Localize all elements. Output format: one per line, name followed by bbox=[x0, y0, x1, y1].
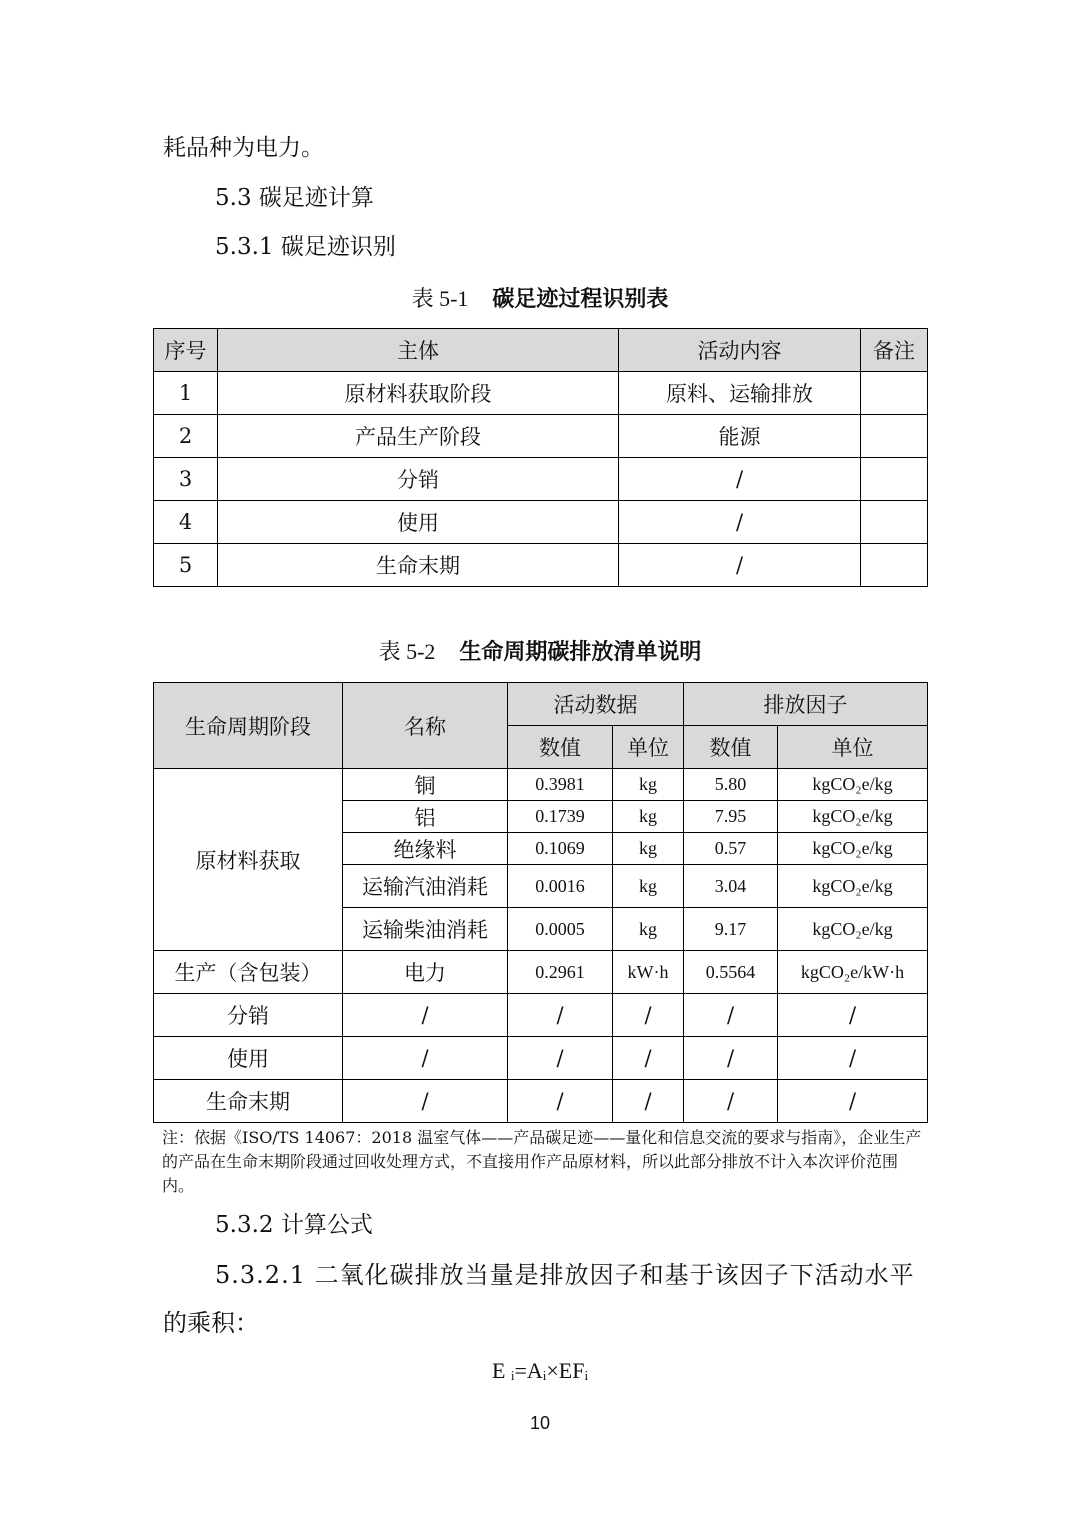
table2-header-row bbox=[154, 683, 928, 726]
table2-cell: 0.1069 bbox=[508, 833, 613, 865]
table1-cell: 原料、运输排放 bbox=[619, 372, 861, 415]
text-line-continuation: 耗品种为电力。 bbox=[163, 135, 324, 161]
table1-caption-number: 表 5-1 bbox=[411, 286, 469, 311]
table2-cell: 0.1739 bbox=[508, 801, 613, 833]
table2-cell: / bbox=[684, 994, 778, 1037]
table1-row bbox=[154, 544, 928, 587]
table2-cell: 运输柴油消耗 bbox=[343, 908, 508, 951]
table2-cell: kgCO₂e/kg bbox=[778, 865, 928, 908]
table2-cell: 0.57 bbox=[684, 833, 778, 865]
table2-header-name: 名称 bbox=[343, 683, 508, 769]
table1-cell: / bbox=[619, 501, 861, 544]
table2-cell: kgCO₂e/kg bbox=[778, 801, 928, 833]
table2-cell: / bbox=[343, 1080, 508, 1123]
table2-row bbox=[154, 994, 928, 1037]
paragraph-line-2: 的乘积： bbox=[163, 1309, 259, 1337]
table2-cell: / bbox=[778, 1080, 928, 1123]
table1-cell bbox=[861, 501, 928, 544]
table2-cell: / bbox=[613, 1080, 684, 1123]
table2-cell: 7.95 bbox=[684, 801, 778, 833]
table2-caption-title: 生命周期碳排放清单说明 bbox=[459, 640, 702, 665]
table2-cell: 0.3981 bbox=[508, 769, 613, 801]
table1-header-cell: 主体 bbox=[218, 329, 619, 372]
table1-header-row bbox=[154, 329, 928, 372]
table2-cell: 绝缘料 bbox=[343, 833, 508, 865]
table1-caption-title: 碳足迹过程识别表 bbox=[492, 287, 669, 312]
table2-header-unit: 单位 bbox=[613, 726, 684, 769]
table1-cell: 产品生产阶段 bbox=[218, 415, 619, 458]
table1-cell: / bbox=[619, 458, 861, 501]
section-heading-5-3-1: 5.3.1 碳足迹识别 bbox=[215, 234, 396, 260]
table1-cell: 5 bbox=[154, 544, 218, 587]
table2-cell: 0.2961 bbox=[508, 951, 613, 994]
table2-cell: / bbox=[778, 1037, 928, 1080]
table1-row bbox=[154, 415, 928, 458]
table2-cell: / bbox=[508, 1037, 613, 1080]
table2-cell: 9.17 bbox=[684, 908, 778, 951]
table1 bbox=[153, 328, 928, 587]
table2-cell: 5.80 bbox=[684, 769, 778, 801]
table2-stage-cell: 使用 bbox=[154, 1037, 343, 1080]
table2-cell: kgCO₂e/kg bbox=[778, 833, 928, 865]
table2-row bbox=[154, 1080, 928, 1123]
table1-cell: 原材料获取阶段 bbox=[218, 372, 619, 415]
table1-row bbox=[154, 372, 928, 415]
paragraph-line-1: 5.3.2.1 二氧化碳排放当量是排放因子和基于该因子下活动水平 bbox=[215, 1261, 915, 1289]
table2-cell: / bbox=[343, 994, 508, 1037]
table2-cell: kgCO₂e/kW·h bbox=[778, 951, 928, 994]
table2 bbox=[153, 682, 928, 1123]
table2-stage-cell: 生命末期 bbox=[154, 1080, 343, 1123]
table2-cell: 运输汽油消耗 bbox=[343, 865, 508, 908]
page-number: 10 bbox=[529, 1413, 551, 1433]
table2-cell: kg bbox=[613, 908, 684, 951]
table1-caption bbox=[0, 282, 1080, 313]
table1-cell bbox=[861, 458, 928, 501]
table1-cell: 3 bbox=[154, 458, 218, 501]
table2-cell: kg bbox=[613, 865, 684, 908]
table2-caption bbox=[0, 635, 1080, 666]
table2-header-unit: 单位 bbox=[778, 726, 928, 769]
table2-header-value: 数值 bbox=[684, 726, 778, 769]
table1-cell: 4 bbox=[154, 501, 218, 544]
table2-header-value: 数值 bbox=[508, 726, 613, 769]
table2-cell: kW·h bbox=[613, 951, 684, 994]
table2-cell: / bbox=[684, 1037, 778, 1080]
table2-cell: 0.0016 bbox=[508, 865, 613, 908]
table1-cell: 使用 bbox=[218, 501, 619, 544]
table1-cell: 分销 bbox=[218, 458, 619, 501]
table2-cell: kg bbox=[613, 769, 684, 801]
table2-header-stage: 生命周期阶段 bbox=[154, 683, 343, 769]
section-heading-5-3-2: 5.3.2 计算公式 bbox=[215, 1212, 373, 1238]
table2-cell: / bbox=[684, 1080, 778, 1123]
table2-stage-cell: 原材料获取 bbox=[154, 769, 343, 951]
table1-header-cell: 活动内容 bbox=[619, 329, 861, 372]
table2-cell: kgCO₂e/kg bbox=[778, 769, 928, 801]
formula: E ᵢ=Aᵢ×EFᵢ bbox=[491, 1358, 589, 1383]
table1-cell bbox=[861, 415, 928, 458]
table2-cell: 0.5564 bbox=[684, 951, 778, 994]
table2-cell: kg bbox=[613, 801, 684, 833]
table2-cell: 0.0005 bbox=[508, 908, 613, 951]
table2-cell: 铜 bbox=[343, 769, 508, 801]
table2-cell: 电力 bbox=[343, 951, 508, 994]
table2-row bbox=[154, 951, 928, 994]
table2-cell: / bbox=[508, 1080, 613, 1123]
table2-cell: / bbox=[778, 994, 928, 1037]
table2-cell: / bbox=[343, 1037, 508, 1080]
table2-stage-cell: 生产（含包装） bbox=[154, 951, 343, 994]
table1-cell: 能源 bbox=[619, 415, 861, 458]
table2-cell: 3.04 bbox=[684, 865, 778, 908]
table2-cell: / bbox=[613, 1037, 684, 1080]
table2-note: 注：依据《ISO/TS 14067：2018 温室气体——产品碳足迹——量化和信息交流的要求与指南》，企业生产的产品在生命末期阶段通过回收处理方式，不直接用作产品原材料，所以此部分排放不计入本次评价范围内。 bbox=[162, 1128, 922, 1195]
table2-stage-cell: 分销 bbox=[154, 994, 343, 1037]
table2-row bbox=[154, 769, 928, 801]
table2-row bbox=[154, 1037, 928, 1080]
table2-header-factor: 排放因子 bbox=[684, 683, 928, 726]
table1-cell bbox=[861, 372, 928, 415]
table1-cell: / bbox=[619, 544, 861, 587]
table2-cell: kg bbox=[613, 833, 684, 865]
table2-header-activity: 活动数据 bbox=[508, 683, 684, 726]
table1-header-cell: 序号 bbox=[154, 329, 218, 372]
table1-cell bbox=[861, 544, 928, 587]
table1-header-cell: 备注 bbox=[861, 329, 928, 372]
table1-cell: 2 bbox=[154, 415, 218, 458]
table2-caption-number: 表 5-2 bbox=[378, 639, 436, 664]
table2-cell: kgCO₂e/kg bbox=[778, 908, 928, 951]
table2-cell: / bbox=[508, 994, 613, 1037]
table1-row bbox=[154, 458, 928, 501]
table2-cell: 铝 bbox=[343, 801, 508, 833]
table1-row bbox=[154, 501, 928, 544]
section-heading-5-3: 5.3 碳足迹计算 bbox=[215, 185, 374, 211]
table1-cell: 生命末期 bbox=[218, 544, 619, 587]
table1-cell: 1 bbox=[154, 372, 218, 415]
table2-cell: / bbox=[613, 994, 684, 1037]
